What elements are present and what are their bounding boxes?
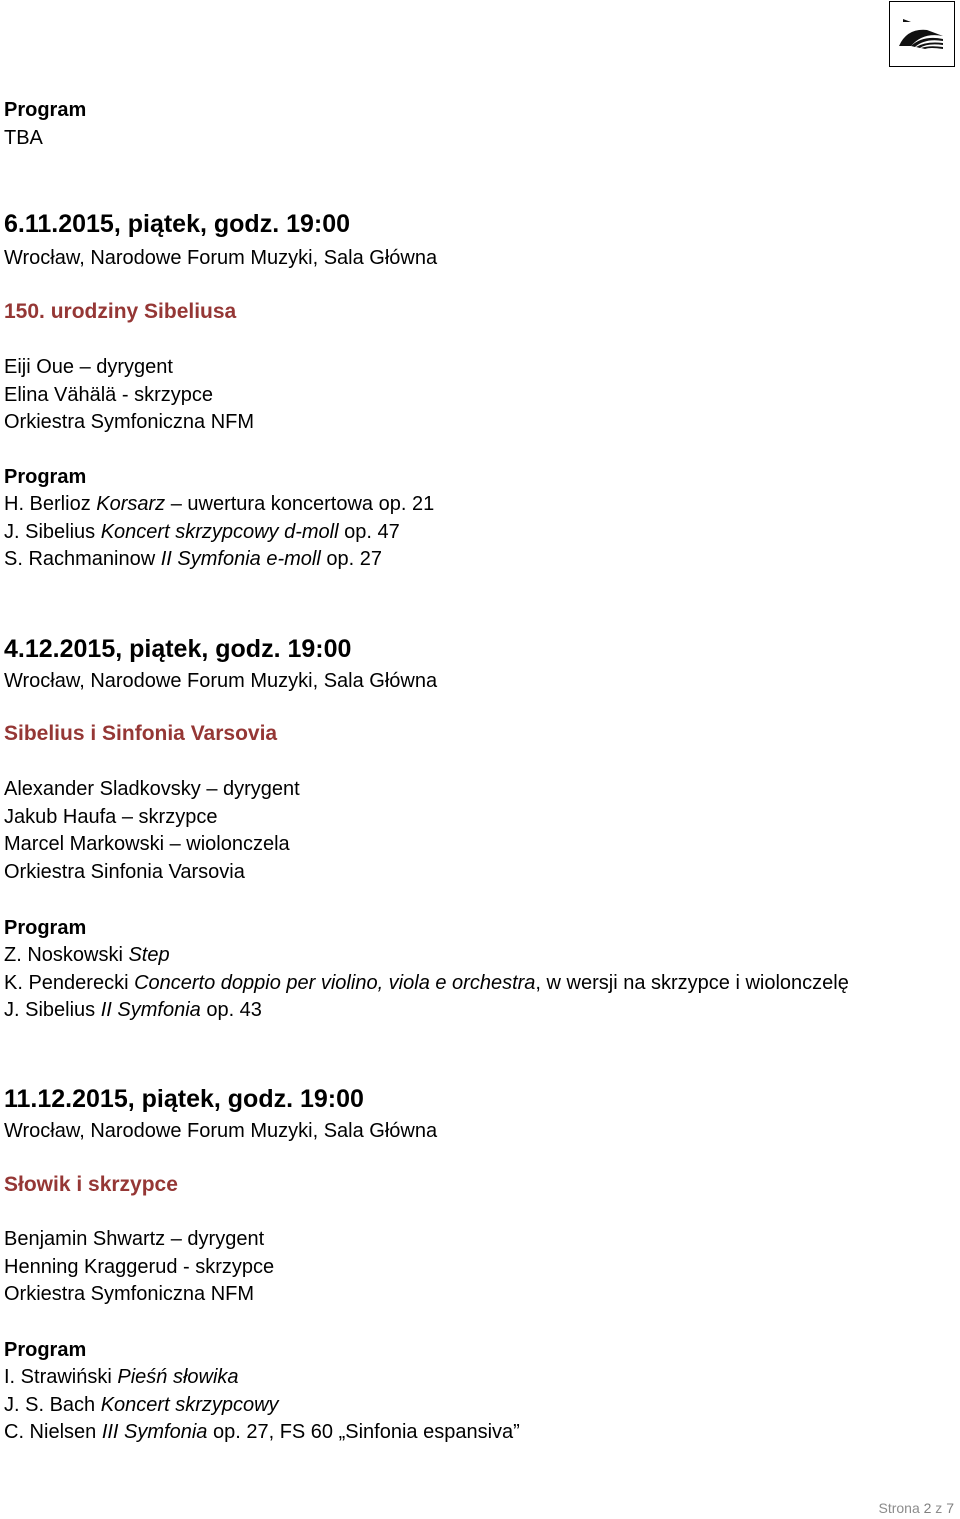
page-number: 2 — [923, 1500, 932, 1516]
performer: Eiji Oue – dyrygent — [4, 356, 173, 378]
program-label: Program — [4, 1339, 87, 1361]
performer: Elina Vähälä - skrzypce — [4, 383, 213, 406]
event-date: 6.11.2015, piątek, godz. 19:00 — [4, 210, 351, 238]
performer: Orkiestra Sinfonia Varsovia — [4, 861, 245, 884]
work-item: J. S. Bach Koncert skrzypcowy — [4, 1393, 279, 1416]
program-label: Program — [4, 917, 87, 939]
work-item: J. Sibelius II Symfonia op. 43 — [4, 999, 262, 1022]
event-venue: Wrocław, Narodowe Forum Muzyki, Sala Główna — [4, 1120, 438, 1142]
work-item: S. Rachmaninow II Symfonia e-moll op. 27 — [4, 548, 382, 571]
performer: Marcel Markowski – wiolonczela — [4, 833, 290, 856]
event-venue: Wrocław, Narodowe Forum Muzyki, Sala Główna — [4, 247, 438, 269]
work-item: I. Strawiński Pieśń słowika — [4, 1366, 239, 1388]
works-list — [4, 1364, 520, 1447]
logo-box — [889, 1, 955, 67]
event-title: 150. urodziny Sibeliusa — [4, 300, 237, 323]
performer: Jakub Haufa – skrzypce — [4, 805, 218, 828]
performers-list — [4, 776, 300, 887]
event-venue: Wrocław, Narodowe Forum Muzyki, Sala Główna — [4, 670, 438, 692]
nfm-logo-icon — [897, 16, 947, 52]
work-item: H. Berlioz Korsarz – uwertura koncertowa op. 21 — [4, 493, 435, 515]
program-value: TBA — [4, 127, 43, 149]
event-date: 11.12.2015, piątek, godz. 19:00 — [4, 1085, 364, 1113]
works-list — [4, 942, 849, 1025]
performer: Alexander Sladkovsky – dyrygent — [4, 778, 300, 800]
event-title: Słowik i skrzypce — [4, 1173, 178, 1196]
event-date: 4.12.2015, piątek, godz. 19:00 — [4, 635, 352, 663]
work-item: Z. Noskowski Step — [4, 944, 170, 966]
event-title: Sibelius i Sinfonia Varsovia — [4, 722, 278, 745]
work-item: J. Sibelius Koncert skrzypcowy d-moll op. 47 — [4, 520, 400, 543]
performers-list — [4, 354, 254, 437]
works-list — [4, 491, 434, 574]
page-total: 7 — [946, 1500, 954, 1516]
program-label: Program — [4, 466, 87, 488]
work-item: C. Nielsen III Symfonia op. 27, FS 60 „Sinfonia espansiva” — [4, 1421, 520, 1444]
page-footer: Strona 2 z 7 — [878, 1500, 954, 1516]
performer: Henning Kraggerud - skrzypce — [4, 1255, 275, 1278]
performer: Orkiestra Symfoniczna NFM — [4, 411, 255, 434]
performer: Orkiestra Symfoniczna NFM — [4, 1283, 255, 1306]
work-item: K. Penderecki Concerto doppio per violino, viola e orchestra, w wersji na skrzypce i wiolonczelę — [4, 971, 849, 994]
program-label: Program — [4, 99, 87, 121]
performers-list — [4, 1226, 274, 1309]
performer: Benjamin Shwartz – dyrygent — [4, 1228, 265, 1250]
